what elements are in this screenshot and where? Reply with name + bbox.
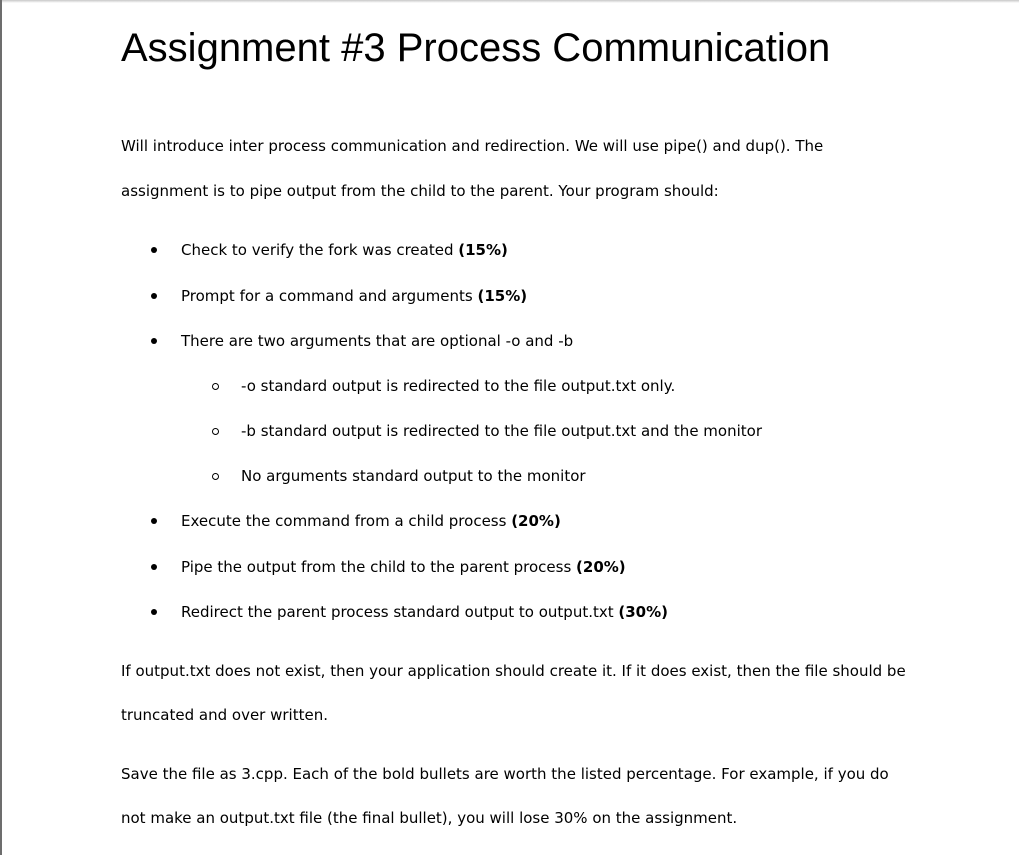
bullet-dot-icon <box>151 247 157 253</box>
sub-bullet-text: No arguments standard output to the monitor <box>241 467 586 485</box>
bullet-dot-icon <box>151 518 157 524</box>
bullet-text: Pipe the output from the child to the parent process <box>181 558 577 576</box>
bullet-weight: (15%) <box>477 287 528 305</box>
bullet-dot-icon <box>151 293 157 299</box>
bullet-circle-icon <box>212 428 219 435</box>
paragraph-line: If output.txt does not exist, then your application should create it. If it does exist, then the file should be <box>121 662 906 680</box>
page-title: Assignment #3 Process Communication <box>121 26 831 70</box>
bullet-text: Prompt for a command and arguments <box>181 287 478 305</box>
paragraph-line: truncated and over written. <box>121 706 328 724</box>
sub-bullet-text: -o standard output is redirected to the file output.txt only. <box>241 377 676 395</box>
bullet-dot-icon <box>151 609 157 615</box>
bullet-weight: (20%) <box>511 512 561 530</box>
bullet-circle-icon <box>212 383 219 390</box>
bullet-text: Check to verify the fork was created <box>181 241 459 259</box>
bullet-dot-icon <box>151 564 157 570</box>
bullet-text: Redirect the parent process standard output to output.txt <box>181 603 619 621</box>
bullet-weight: (20%) <box>576 558 626 576</box>
paragraph-line: not make an output.txt file (the final bullet), you will lose 30% on the assignment. <box>121 809 738 827</box>
bullet-text: There are two arguments that are optional -o and -b <box>181 332 574 350</box>
bullet-weight: (15%) <box>458 241 508 259</box>
bullet-circle-icon <box>212 473 219 480</box>
intro-line-2: assignment is to pipe output from the child to the parent. Your program should: <box>121 182 719 200</box>
bullet-dot-icon <box>151 338 157 344</box>
bullet-text: Execute the command from a child process <box>181 512 512 530</box>
sub-bullet-text: -b standard output is redirected to the file output.txt and the monitor <box>241 422 763 440</box>
intro-line-1: Will introduce inter process communication and redirection. We will use pipe() and dup(). The <box>121 137 824 155</box>
paragraph-line: Save the file as 3.cpp. Each of the bold bullets are worth the listed percentage. For example, if you do <box>121 765 889 783</box>
bullet-weight: (30%) <box>618 603 669 621</box>
